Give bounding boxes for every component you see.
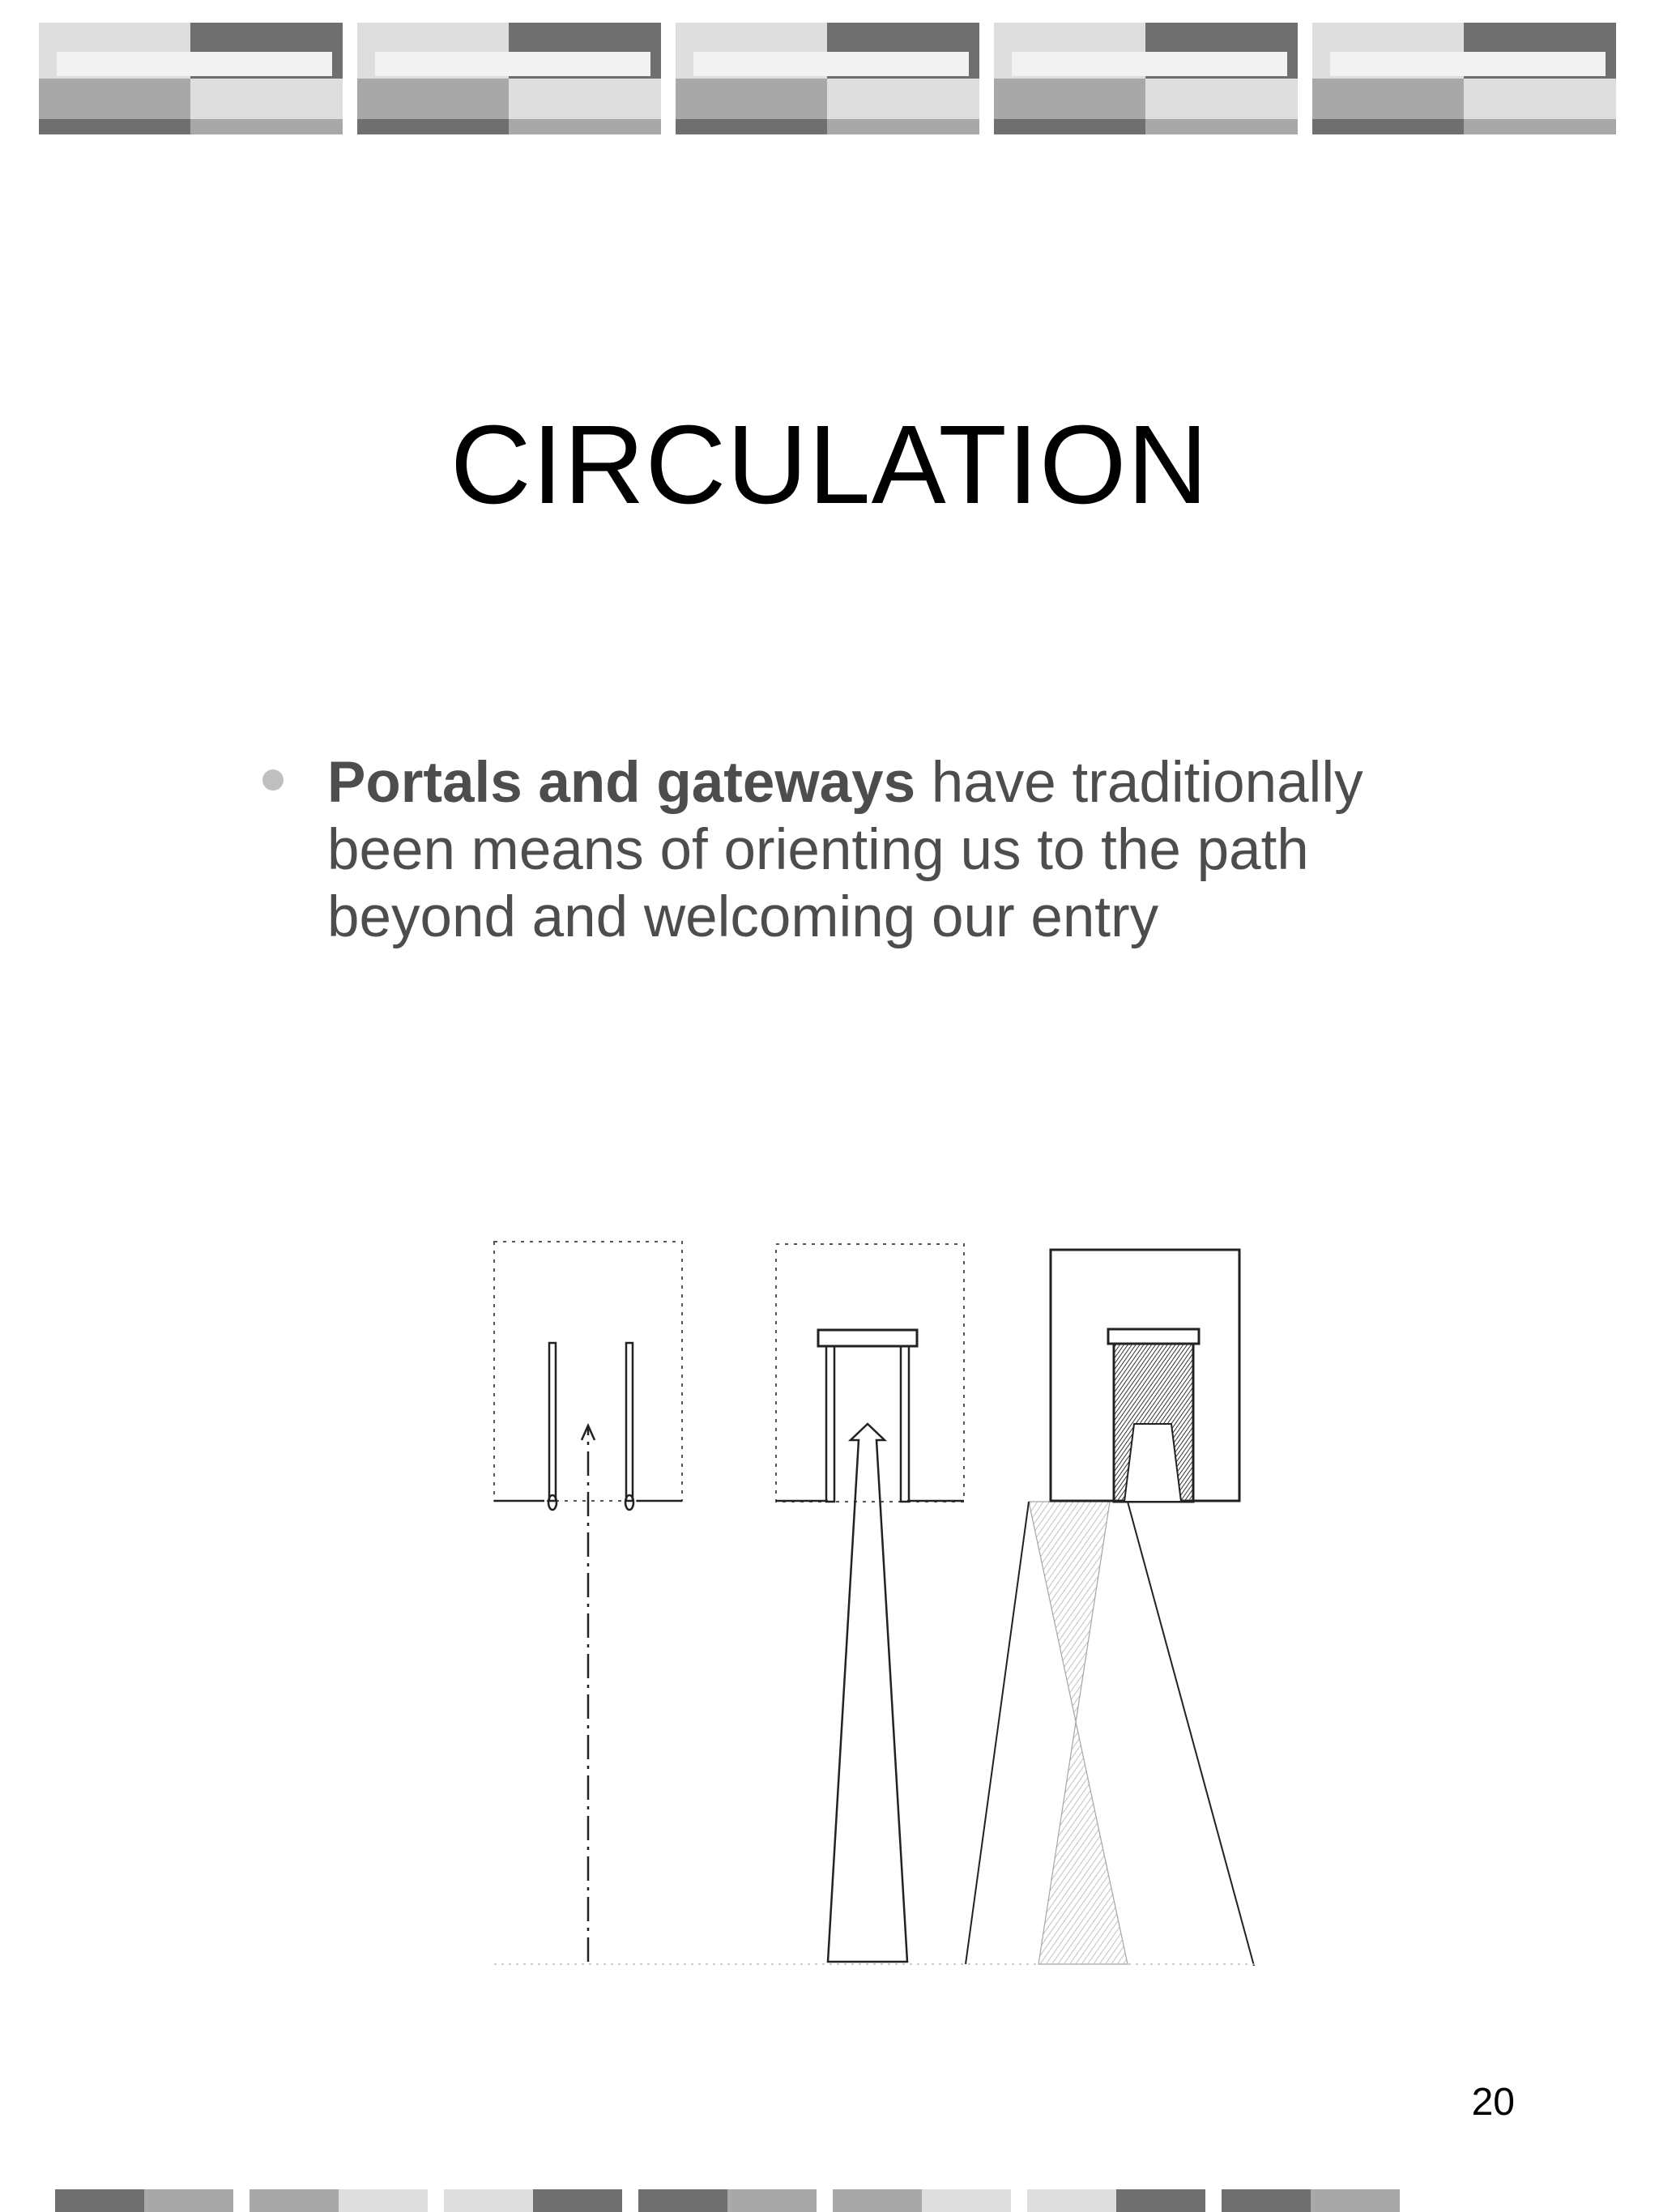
banner-block [994, 23, 1298, 134]
strip-tile [444, 2189, 533, 2212]
bottom-decorative-strip [55, 2189, 1659, 2212]
banner-tile [693, 52, 969, 76]
banner-tile [994, 79, 1145, 95]
banner-tile [190, 119, 343, 134]
portal-posts-sketch [494, 1242, 682, 1962]
strip-tile [638, 2189, 727, 2212]
banner-tile [827, 119, 979, 134]
strip-tile [249, 2189, 339, 2212]
strip-tile [144, 2189, 233, 2212]
banner-tile [57, 52, 332, 76]
banner-tile [1464, 119, 1616, 134]
strip-tile [727, 2189, 817, 2212]
bullet-text [327, 749, 1478, 951]
strip-tile [1311, 2189, 1400, 2212]
strip-tile [55, 2189, 144, 2212]
banner-tile [375, 52, 650, 76]
strip-tile [1116, 2189, 1205, 2212]
strip-tile [1027, 2189, 1116, 2212]
banner-tile [509, 119, 661, 134]
portal-enclosure-sketch [966, 1250, 1256, 1966]
bullet-icon [262, 769, 284, 791]
banner-block [676, 23, 979, 134]
slide-title: CIRCULATION [450, 403, 1209, 527]
portal-frame-sketch [776, 1244, 964, 1962]
banner-tile [1330, 52, 1606, 76]
strip-tile [1222, 2189, 1311, 2212]
banner-tile [676, 79, 827, 95]
banner-tile [1312, 79, 1464, 95]
banner-tile [357, 119, 509, 134]
banner-tile [39, 119, 190, 134]
banner-tile [1012, 52, 1287, 76]
strip-tile [833, 2189, 922, 2212]
strip-tile [533, 2189, 622, 2212]
banner-tile [357, 79, 509, 95]
bullet-bold-text: Portals and gateways [327, 751, 916, 815]
banner-tile [676, 119, 827, 134]
banner-tile [994, 119, 1145, 134]
banner-tile [39, 79, 190, 95]
top-decorative-banner [39, 23, 1616, 134]
banner-block [39, 23, 343, 134]
portal-sketch-illustration [478, 1012, 1272, 2041]
strip-tile [922, 2189, 1011, 2212]
strip-tile [339, 2189, 428, 2212]
banner-block [357, 23, 661, 134]
page-number: 20 [1471, 2081, 1515, 2124]
bullet-body-text: have traditionally been means of orienting us to the path beyond and welcoming our entry [327, 751, 1363, 949]
banner-tile [1312, 119, 1464, 134]
banner-block [1312, 23, 1616, 134]
banner-tile [1145, 119, 1298, 134]
